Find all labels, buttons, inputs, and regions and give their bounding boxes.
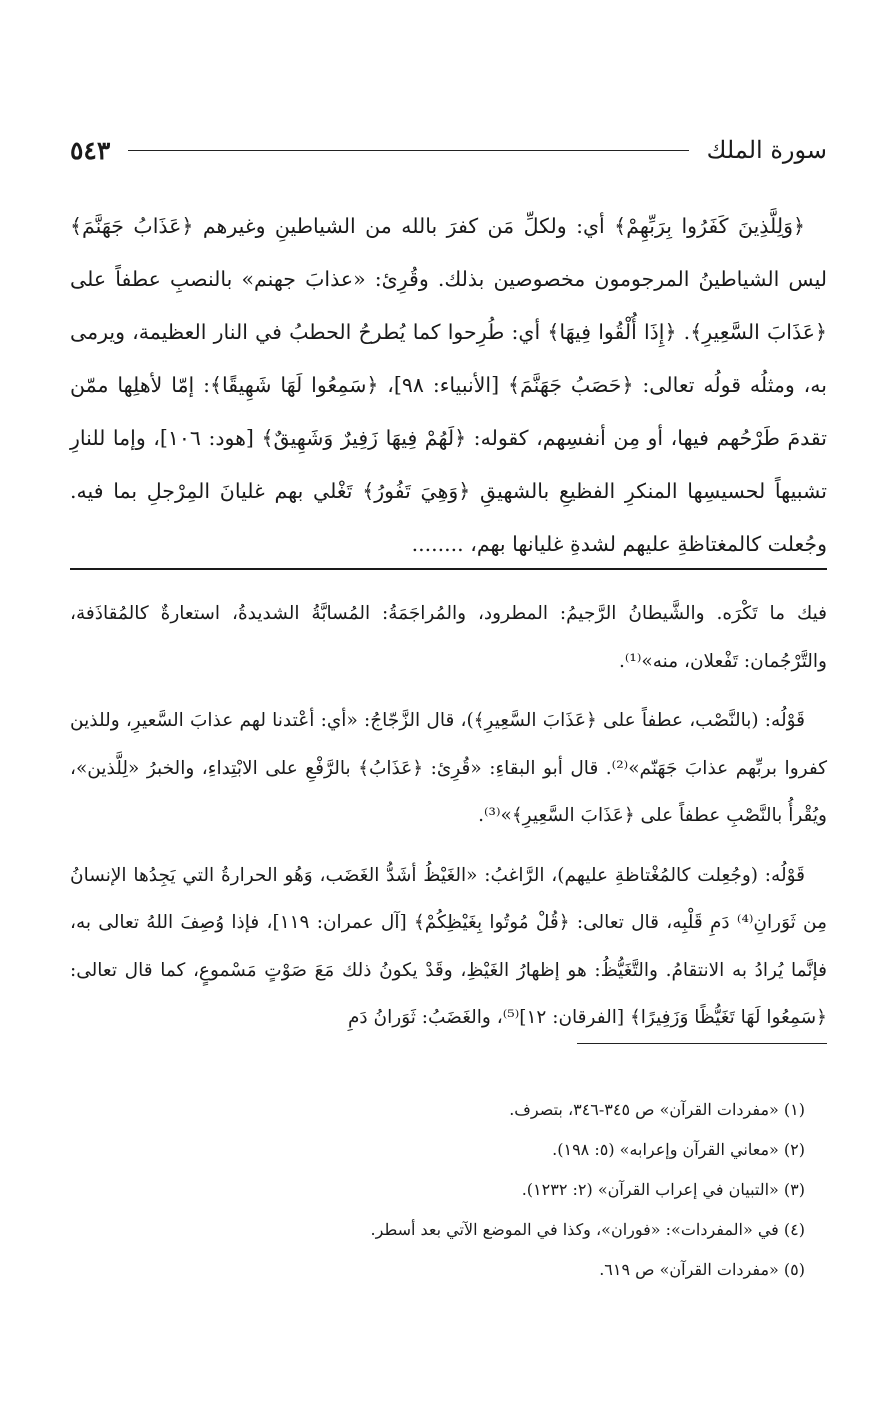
main-text-paragraph: ﴿وَلِلَّذِينَ كَفَرُوا بِرَبِّهِمْ﴾ أي: ولكلِّ مَن كفرَ بالله من الشياطينِ وغيرهم ﴿عَذَابُ جَهَنَّمَ﴾ ليس الشياطينُ المرجومون مخصوصين بذلك. وقُرِئ: «عذابَ جهنم» بالنصبِ عطفاً على ﴿عَذَابَ السَّعِيرِ﴾. ﴿إِذَا أُلْقُوا فِيهَا﴾ أي: طُرِحوا كما يُطرحُ الحطبُ في النار العظيمة، ويرمى به، ومثلُه قولُه تعالى: ﴿حَصَبُ جَهَنَّمَ﴾ [الأنبياء: ٩٨]، ﴿سَمِعُوا لَهَا شَهِيقًا﴾: إمّا لأهلِها ممّن تقدمَ طَرْحُهم فيها، أو مِن أنفسِهم، كقوله: ﴿لَهُمْ فِيهَا زَفِيرٌ وَشَهِيقٌ﴾ [هود: ١٠٦]، وإما للنارِ تشبيهاً لحسيسِها المنكرِ الفظيعِ بالشهيقِ ﴿وَهِيَ تَفُورُ﴾ تَغْلي بهم غليانَ المِرْجلِ بما فيه. وجُعلت كالمغتاظةِ عليهم لشدةِ غليانها بهم، ........ [70, 214, 827, 556]
page-header [70, 128, 827, 172]
footnote-1: (١) «مفردات القرآن» ص ٣٤٥-٣٤٦، بتصرف. [509, 1100, 805, 1119]
footnote-3: (٣) «التبيان في إعراب القرآن» (٢: ١٢٣٢). [521, 1180, 805, 1199]
footnote-2: (٢) «معاني القرآن وإعرابه» (٥: ١٩٨). [552, 1140, 805, 1159]
commentary-paragraph-2: قَوْلُه: (بالنَّصْب، عطفاً على ﴿عَذَابَ السَّعِيرِ﴾)، قال الزَّجّاجُ: «أي: أعْتدنا لهم عذابَ السَّعيرِ، وللذين كفروا بربِّهم عذابَ جَهَنّم»⁽²⁾. قال أبو البقاءِ: «قُرِئ: ﴿عَذَابُ﴾ بالرَّفْعِ على الابْتِداءِ، والخبرُ «لِلَّذين»، ويُقْرأُ بالنَّصْبِ عطفاً على ﴿عَذَابَ السَّعِيرِ﴾»⁽³⁾. [70, 710, 827, 826]
header-rule [128, 150, 688, 151]
commentary-paragraph-1: فيك ما تَكْرَه. والشَّيطانُ الرَّجيمُ: المطرود، والمُراجَمَةُ: المُسابَّةُ الشديدةُ، استعارةٌ كالمُقاذَفة، والتَّرْجُمان: تَفْعلان، منه»⁽¹⁾. [70, 603, 828, 672]
section-divider [70, 568, 827, 570]
surah-title: سورة الملك [706, 136, 827, 164]
book-page [70, 0, 827, 1421]
footnotes-block [70, 1090, 827, 1290]
footnote-5: (٥) «مفردات القرآن» ص ٦١٩. [599, 1260, 805, 1279]
footnote-4: (٤) في «المفردات»: «فوران»، وكذا في الموضع الآتي بعد أسطر. [370, 1220, 805, 1239]
footnote-divider [577, 1043, 827, 1044]
main-text-block [70, 200, 827, 571]
commentary-paragraph-3: قَوْلُه: (وجُعِلت كالمُغْتاظةِ عليهم)، الرَّاغبُ: «الغَيْظُ أشَدُّ الغَضَب، وَهُو الحرارةُ التي يَجِدُها الإنسانُ مِن ثَوَرانِ⁽⁴⁾ دَمِ قَلْبِه، قال تعالى: ﴿قُلْ مُوتُوا بِغَيْظِكُمْ﴾ [آل عمران: ١١٩]، فإذا وُصِفَ اللهُ تعالى به، فإنَّما يُرادُ به الانتقامُ. والتَّغَيُّظُ: هو إظهارُ الغَيْظِ، وقَدْ يكونُ ذلك مَعَ صَوْتٍ مَسْموعٍ، كما قال تعالى: ﴿سَمِعُوا لَهَا تَغَيُّظًا وَزَفِيرًا﴾ [الفرقان: ١٢]⁽⁵⁾، والغَضَبُ: ثَوَرانُ دَمِ [70, 864, 828, 1028]
page-number: ٥٤٣ [70, 135, 111, 165]
commentary-block [70, 590, 827, 1054]
